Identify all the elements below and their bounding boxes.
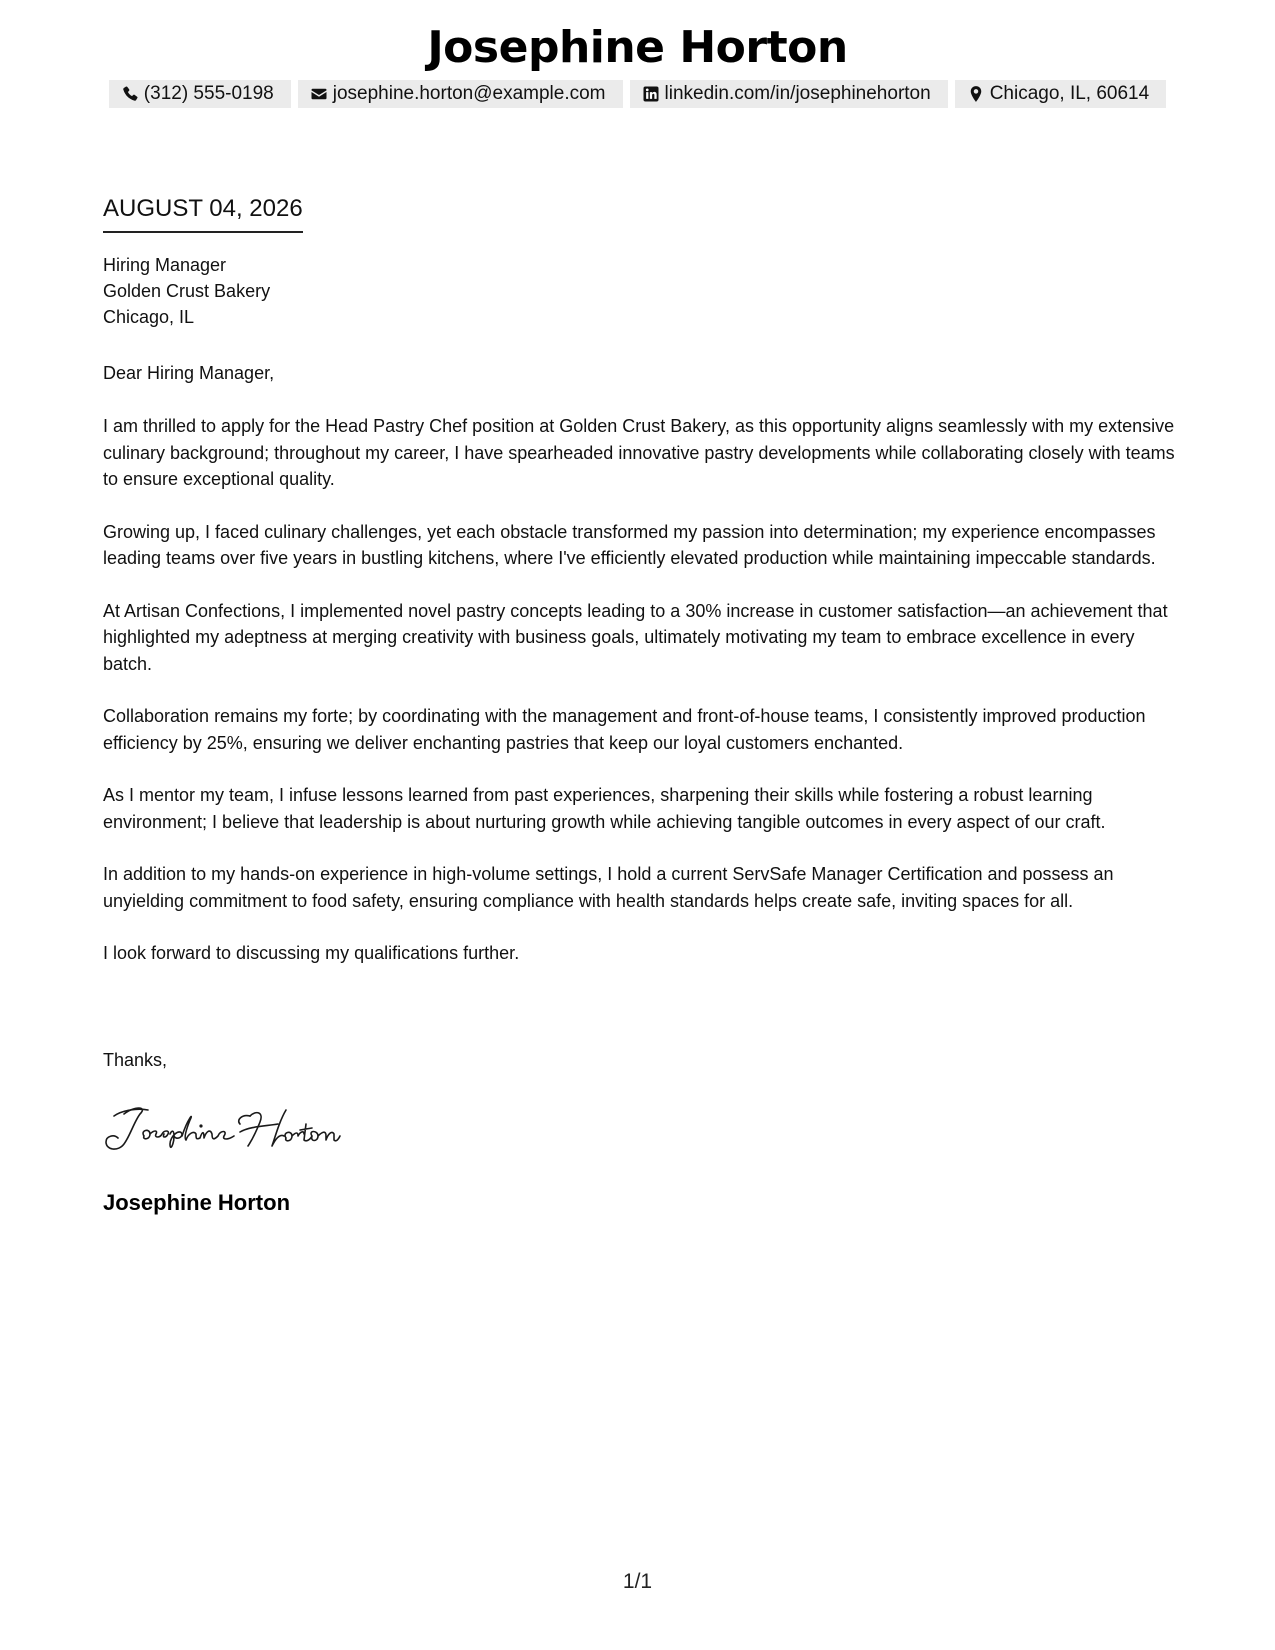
recipient-company: Golden Crust Bakery [103,281,271,301]
linkedin-icon [642,85,660,103]
recipient-block [103,252,1183,330]
envelope-icon [310,85,328,103]
handwritten-signature [100,1100,370,1156]
page-number: 1/1 [622,1570,653,1593]
body-paragraph: As I mentor my team, I infuse lessons learned from past experiences, sharpening their skills while fostering a robust learning environment; I believe that leadership is about nurturing growth while achieving tangible outcomes in every aspect of our craft. [103,785,1106,832]
contact-bar [0,80,1275,108]
contact-location[interactable] [955,80,1167,108]
closing: Thanks, [103,1050,168,1070]
map-pin-icon [967,85,985,103]
contact-phone-text: (312) 555-0198 [143,83,274,104]
contact-linkedin[interactable] [630,80,948,108]
signer-name: Josephine Horton [103,1190,291,1215]
contact-phone[interactable] [109,80,291,108]
salutation: Dear Hiring Manager, [103,363,275,383]
letter-body [103,413,1183,993]
applicant-name: Josephine Horton [427,22,848,73]
body-paragraph: I am thrilled to apply for the Head Pastry Chef position at Golden Crust Bakery, as this opportunity aligns seamlessly with my extensive culinary background; throughout my career, I have spearheaded innovative pastry developments while collaborating closely with teams to ensure exceptional quality. [103,416,1175,489]
recipient-title: Hiring Manager [103,255,227,275]
body-paragraph: In addition to my hands-on experience in high-volume settings, I hold a current ServSafe Manager Certification and possess an unyielding commitment to food safety, ensuring compliance with health standards helps create safe, inviting spaces for all. [103,864,1114,911]
contact-email-text: josephine.horton@example.com [332,83,606,104]
contact-linkedin-text: linkedin.com/in/josephinehorton [664,83,931,104]
body-paragraph: I look forward to discussing my qualifications further. [103,943,520,963]
body-paragraph: Growing up, I faced culinary challenges, yet each obstacle transformed my passion into determination; my experience encompasses leading teams over five years in bustling kitchens, where I've efficiently elevated production while maintaining impeccable standards. [103,521,1156,568]
contact-email[interactable] [298,80,623,108]
body-paragraph: Collaboration remains my forte; by coordinating with the management and front-of-house teams, I consistently improved production efficiency by 25%, ensuring we deliver enchanting pastries that keep our loyal customers enchanted. [103,706,1146,753]
contact-location-text: Chicago, IL, 60614 [989,83,1150,104]
phone-icon [121,85,139,103]
recipient-location: Chicago, IL [103,307,195,327]
letter-date: AUGUST 04, 2026 [103,193,303,233]
body-paragraph: At Artisan Confections, I implemented novel pastry concepts leading to a 30% increase in customer satisfaction—an achievement that highlighted my adeptness at merging creativity with business goals, ultimately motivating my team to embrace excellence in every batch. [103,600,1168,674]
